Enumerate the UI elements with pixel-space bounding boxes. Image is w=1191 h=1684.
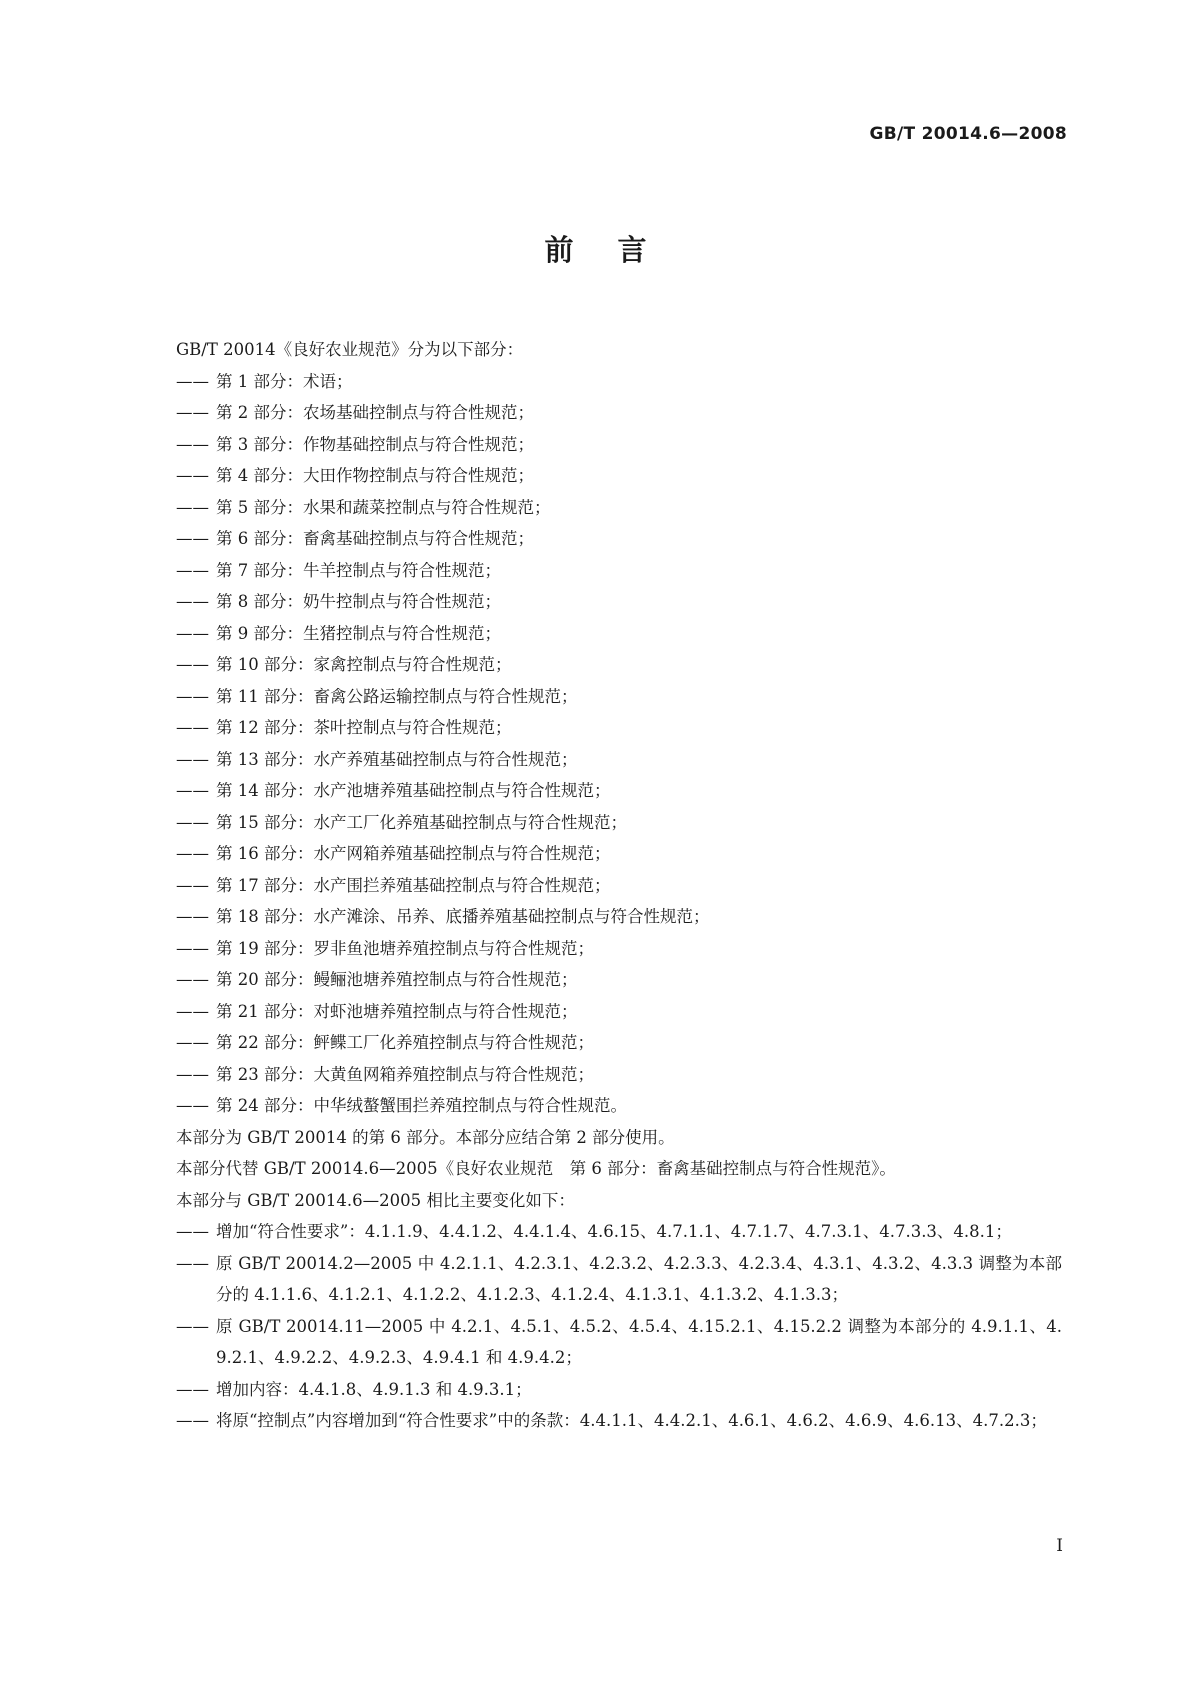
list-dash: —— [176,655,209,674]
list-dash: —— [176,938,209,958]
list-dash: —— [176,1253,209,1273]
list-item-text: 第 14 部分：水产池塘养殖基础控制点与符合性规范； [216,781,611,800]
list-dash: —— [176,1411,209,1430]
list-item-text: 第 15 部分：水产工厂化养殖基础控制点与符合性规范； [216,812,627,832]
list-dash: —— [176,592,209,611]
list-item-text: 第 24 部分：中华绒螯蟹围拦养殖控制点与符合性规范。 [216,1096,627,1115]
list-item-text: 第 3 部分：作物基础控制点与符合性规范； [216,434,534,454]
list-item-text: 原 GB/T 20014.2—2005 中 4.2.1.1、4.2.3.1、4.2.3.2、4.2.3.3、4.2.3.4、4.3.1、4.3.2、4.3.3 调整为本部分的 4.1.1.6、4.1.2.1、4.1.2.2、4.1.2.3、4.1.2.4、4.1.3.1、4.1.3.2、4.1.3.3； [216,1253,1062,1304]
list-item-text: 第 9 部分：生猪控制点与符合性规范； [216,623,501,643]
list-dash: —— [176,434,209,454]
list-item [176,1311,1062,1374]
standard-code-header: GB/T 20014.6—2008 [869,124,1067,144]
list-item-text: 第 21 部分：对虾池塘养殖控制点与符合性规范； [216,1001,578,1021]
list-item-text: 增加“符合性要求”：4.1.1.9、4.4.1.2、4.4.1.4、4.6.15、4.7.1.1、4.7.1.7、4.7.3.1、4.7.3.3、4.8.1； [216,1222,1012,1241]
list-dash: —— [176,1064,209,1084]
list-item [176,523,1062,555]
list-dash: —— [176,1316,209,1336]
page-number: I [1056,1536,1063,1556]
list-item-text: 第 22 部分：鲆鲽工厂化养殖控制点与符合性规范； [216,1033,594,1052]
list-item [176,996,1062,1028]
list-dash: —— [176,970,209,989]
list-dash: —— [176,749,209,769]
list-item-text: 第 8 部分：奶牛控制点与符合性规范； [216,592,501,611]
statement-line: 本部分与 GB/T 20014.6—2005 相比主要变化如下： [176,1190,575,1210]
list-item [176,397,1062,429]
list-item [176,586,1062,618]
list-item-text: 将原“控制点”内容增加到“符合性要求”中的条款：4.4.1.1、4.4.2.1、4.6.1、4.6.2、4.6.9、4.6.13、4.7.2.3； [216,1411,1047,1430]
list-item [176,807,1062,839]
list-item-text: 原 GB/T 20014.11—2005 中 4.2.1、4.5.1、4.5.2、4.5.4、4.15.2.1、4.15.2.2 调整为本部分的 4.9.1.1、4.9.2.1、4.9.2.2、4.9.2.3、4.9.4.1 和 4.9.4.2； [216,1316,1062,1367]
list-dash: —— [176,686,209,706]
list-item [176,1090,1062,1122]
list-item [176,1405,1062,1437]
list-item [176,775,1062,807]
list-dash: —— [176,844,209,863]
list-dash: —— [176,1222,209,1241]
list-item [176,1216,1062,1248]
list-item [176,492,1062,524]
list-dash: —— [176,875,209,895]
list-item [176,649,1062,681]
list-dash: —— [176,497,209,517]
list-dash: —— [176,560,209,580]
list-item [176,870,1062,902]
list-item [176,366,1062,398]
list-dash: —— [176,1033,209,1052]
list-item [176,901,1062,933]
list-item-text: 第 4 部分：大田作物控制点与符合性规范； [216,466,534,485]
list-item [176,712,1062,744]
list-dash: —— [176,403,209,422]
list-item-text: 第 23 部分：大黄鱼网箱养殖控制点与符合性规范； [216,1064,594,1084]
list-item [176,429,1062,461]
list-item-text: 第 11 部分：畜禽公路运输控制点与符合性规范； [216,686,578,706]
list-dash: —— [176,812,209,832]
list-dash: —— [176,1096,209,1115]
changes-list [176,1216,1062,1437]
list-item [176,1248,1062,1311]
list-item-text: 第 16 部分：水产网箱养殖基础控制点与符合性规范； [216,844,611,863]
list-item [176,744,1062,776]
list-item [176,1059,1062,1091]
list-item-text: 第 13 部分：水产养殖基础控制点与符合性规范； [216,749,578,769]
page-title: 前言 [544,233,691,267]
foreword-body [176,334,1062,1437]
list-dash: —— [176,623,209,643]
list-item [176,555,1062,587]
list-dash: —— [176,781,209,800]
list-item [176,838,1062,870]
intro-line: GB/T 20014《良好农业规范》分为以下部分： [176,340,524,359]
list-item-text: 第 5 部分：水果和蔬菜控制点与符合性规范； [216,497,551,517]
list-dash: —— [176,466,209,485]
list-dash: —— [176,371,209,391]
list-item-text: 第 20 部分：鳗鲡池塘养殖控制点与符合性规范； [216,970,578,989]
list-item [176,933,1062,965]
list-dash: —— [176,718,209,737]
list-dash: —— [176,1001,209,1021]
list-item-text: 第 10 部分：家禽控制点与符合性规范； [216,655,512,674]
list-item [176,681,1062,713]
list-item-text: 第 6 部分：畜禽基础控制点与符合性规范； [216,529,534,548]
list-dash: —— [176,529,209,548]
list-item-text: 第 19 部分：罗非鱼池塘养殖控制点与符合性规范； [216,938,594,958]
list-dash: —— [176,1379,209,1399]
list-item-text: 增加内容：4.4.1.8、4.9.1.3 和 4.9.3.1； [216,1379,532,1399]
list-item-text: 第 7 部分：牛羊控制点与符合性规范； [216,560,501,580]
list-item [176,1027,1062,1059]
list-dash: —— [176,907,209,926]
list-item [176,964,1062,996]
list-item-text: 第 12 部分：茶叶控制点与符合性规范； [216,718,512,737]
list-item [176,1374,1062,1406]
list-item-text: 第 17 部分：水产围拦养殖基础控制点与符合性规范； [216,875,611,895]
statement-line: 本部分为 GB/T 20014 的第 6 部分。本部分应结合第 2 部分使用。 [176,1127,675,1147]
list-item-text: 第 1 部分：术语； [216,371,353,391]
parts-list [176,366,1062,1122]
list-item [176,618,1062,650]
list-item-text: 第 18 部分：水产滩涂、吊养、底播养殖基础控制点与符合性规范； [216,907,710,926]
list-item [176,460,1062,492]
list-item-text: 第 2 部分：农场基础控制点与符合性规范； [216,403,534,422]
statement-line: 本部分代替 GB/T 20014.6—2005《良好农业规范 第 6 部分：畜禽基础控制点与符合性规范》。 [176,1159,896,1178]
